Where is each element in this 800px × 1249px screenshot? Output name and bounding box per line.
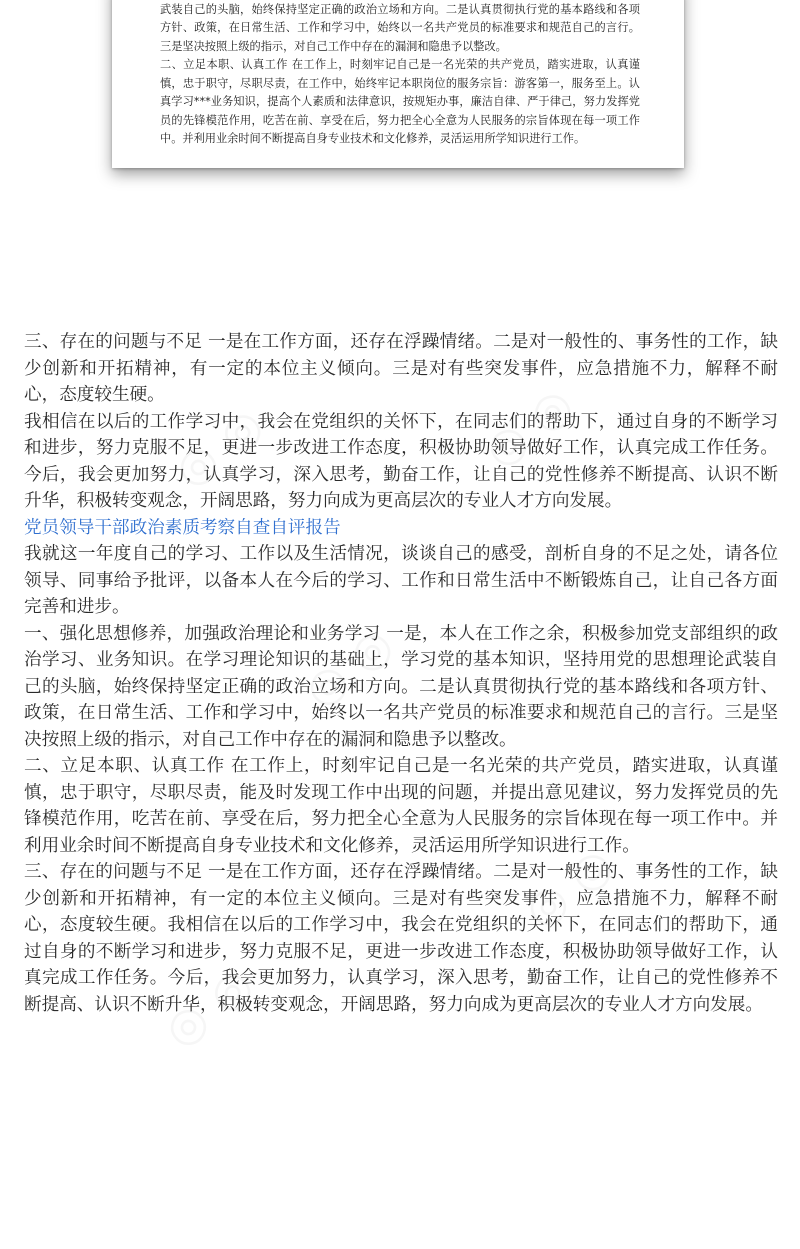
preview-paragraph: 武装自己的头脑，始终保持坚定正确的政治立场和方向。二是认真贯彻执行党的基本路线和各项方针、政策，在日常生活、工作和学习中，始终以一名共产党员的标准要求和规范自己的言行。三是坚决按照上级的指示，对自己工作中存在的漏洞和隐患予以整改。 xyxy=(160,2,640,53)
preview-text-block xyxy=(160,0,640,149)
document-preview-card xyxy=(112,0,684,168)
section-1-paragraph: 一、强化思想修养，加强政治理论和业务学习 一是，本人在工作之余，积极参加党支部组织的政治学习、业务知识。在学习理论知识的基础上，学习党的基本知识，坚持用党的思想理论武装自己的头脑，始终保持坚定正确的政治立场和方向。二是认真贯彻执行党的基本路线和各项方针、政策，在日常生活、工作和学习中，始终以一名共产党员的标准要求和规范自己的言行。三是坚决按照上级的指示，对自己工作中存在的漏洞和隐患予以整改。 xyxy=(24,623,778,750)
section-3-paragraph: 三、存在的问题与不足 一是在工作方面，还存在浮躁情绪。二是对一般性的、事务性的工作，缺少创新和开拓精神，有一定的本位主义倾向。三是对有些突发事件，应急措施不力，解释不耐心，态度较生硬。我相信在以后的工作学习中，我会在党组织的关怀下，在同志们的帮助下，通过自身的不断学习和进步，努力克服不足，更进一步改进工作态度，积极协助领导做好工作，认真完成工作任务。今后，我会更加努力，认真学习，深入思考，勤奋工作，让自己的党性修养不断提高、认识不断升华，积极转变观念，开阔思路，努力向成为更高层次的专业人才方向发展。 xyxy=(24,862,778,1015)
preview-paragraph: 二、立足本职、认真工作 在工作上，时刻牢记自己是一名光荣的共产党员，踏实进取，认真谨慎，忠于职守，尽职尽责，在工作中，始终牢记本职岗位的服务宗旨：游客第一，服务至上。认真学习***业务知识，提高个人素质和法律意识，按规矩办事，廉洁自律、严于律己，努力发挥党员的先锋模范作用，吃苦在前、享受在后，努力把全心全意为人民服务的宗旨体现在每一项工作中。并利用业余时间不断提高自身专业技术和文化修养，灵活运用所学知识进行工作。 xyxy=(160,58,640,145)
section-2-paragraph: 二、立足本职、认真工作 在工作上，时刻牢记自己是一名光荣的共产党员，踏实进取，认真谨慎，忠于职守，尽职尽责，能及时发现工作中出现的问题，并提出意见建议，努力发挥党员的先锋模范作用，吃苦在前、享受在后，努力把全心全意为人民服务的宗旨体现在每一项工作中。并利用业余时间不断提高自身专业技术和文化修养，灵活运用所学知识进行工作。 xyxy=(24,756,778,856)
report-title: 党员领导干部政治素质考察自查自评报告 xyxy=(24,517,341,538)
document-body xyxy=(24,329,778,1018)
opening-paragraph: 我就这一年度自己的学习、工作以及生活情况，谈谈自己的感受，剖析自身的不足之处，请各位领导、同事给予批评，以备本人在今后的学习、工作和日常生活中不断锻炼自己，让自己各方面完善和进步。 xyxy=(24,544,778,617)
conclusion-paragraph: 我相信在以后的工作学习中，我会在党组织的关怀下，在同志们的帮助下，通过自身的不断学习和进步，努力克服不足，更进一步改进工作态度，积极协助领导做好工作，认真完成工作任务。今后，我会更加努力，认真学习，深入思考，勤奋工作，让自己的党性修养不断提高、认识不断升华，积极转变观念，开阔思路，努力向成为更高层次的专业人才方向发展。 xyxy=(24,411,778,511)
problems-paragraph: 三、存在的问题与不足 一是在工作方面，还存在浮躁情绪。二是对一般性的、事务性的工作，缺少创新和开拓精神，有一定的本位主义倾向。三是对有些突发事件，应急措施不力，解释不耐心，态度较生硬。 xyxy=(24,332,778,405)
